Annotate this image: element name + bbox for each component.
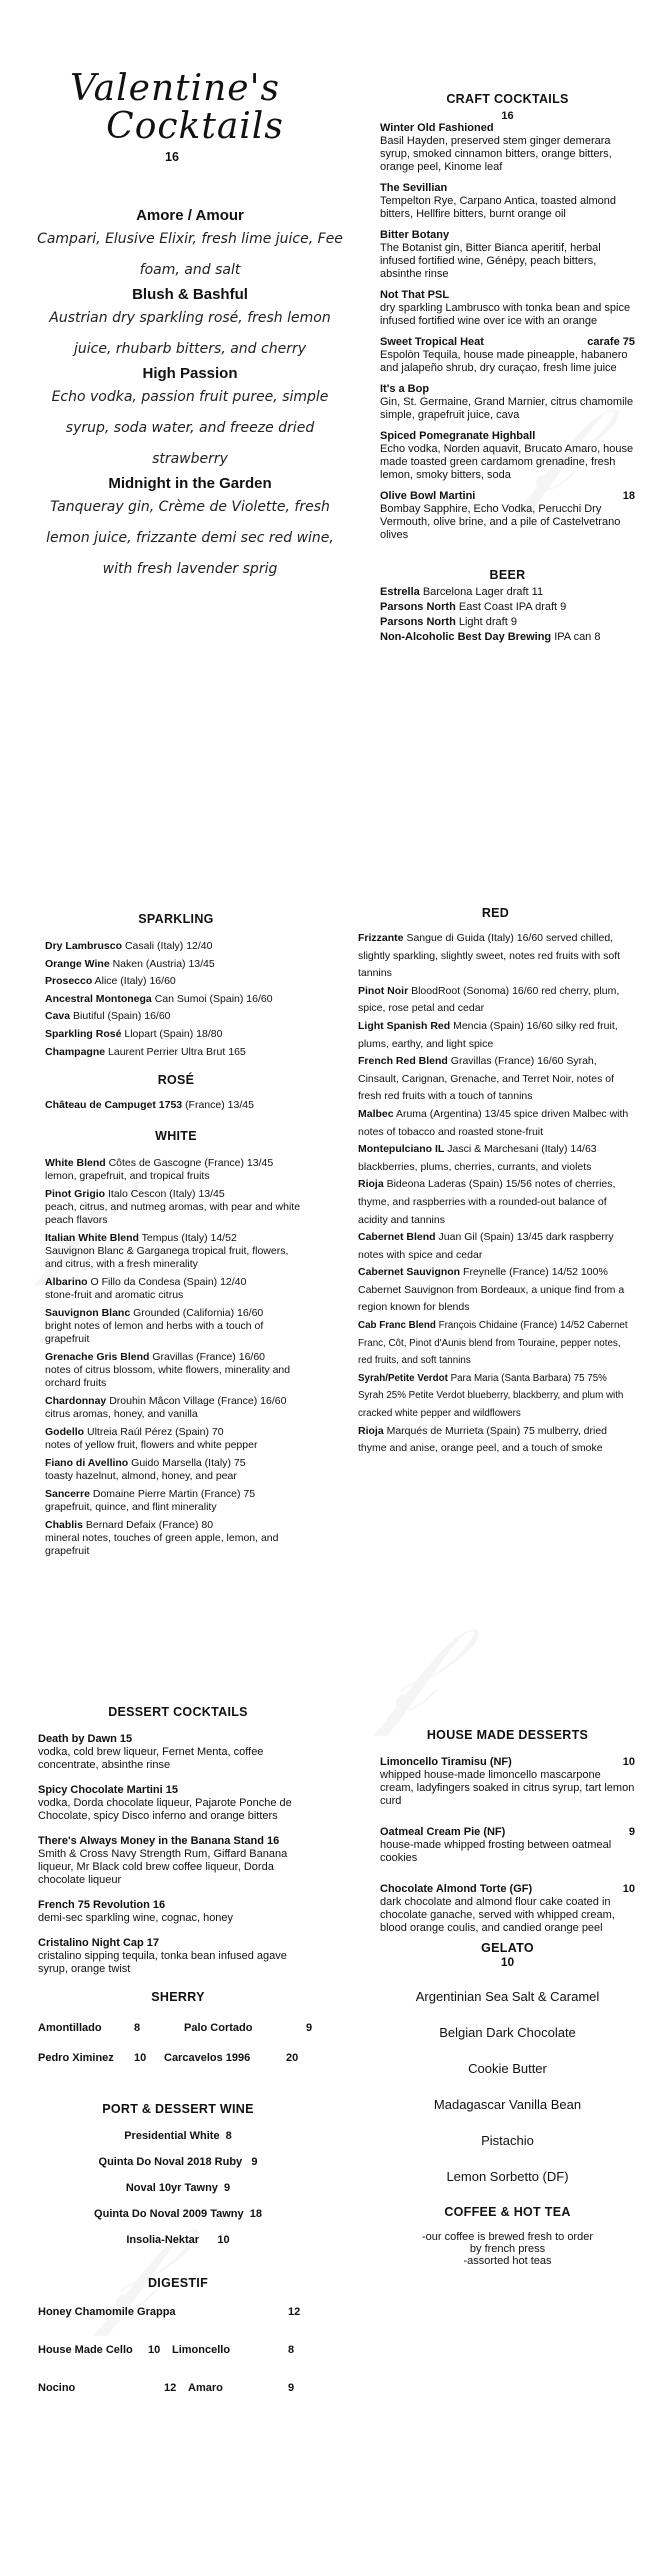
craft-cocktail-item	[380, 182, 635, 221]
wine-detail: Alice (Italy) 16/60	[94, 975, 176, 988]
digestif-row	[38, 2344, 318, 2356]
sherry-name: Palo Cortado	[184, 2022, 253, 2034]
valentine-cocktail	[35, 286, 345, 365]
craft-cocktail-name: Olive Bowl Martini	[380, 490, 476, 502]
craft-cocktail-item	[380, 289, 635, 328]
wine-name: Rioja	[358, 1178, 384, 1191]
wine-detail: Gravillas (France) 16/60	[450, 1055, 564, 1068]
beer-heading: BEER	[489, 568, 526, 582]
wine-item	[45, 1519, 307, 1558]
wine-item	[45, 1008, 307, 1026]
valentines-title	[5, 70, 345, 146]
craft-cocktail-name: Winter Old Fashioned	[380, 122, 494, 134]
wine-name: Albarino	[45, 1275, 88, 1288]
sherry-name: Pedro Ximinez	[38, 2052, 114, 2064]
port-item: Quinta Do Noval 2009 Tawny 18	[94, 2208, 262, 2220]
wine-item	[45, 956, 307, 974]
beer-name: Non-Alcoholic Best Day Brewing	[380, 631, 552, 643]
dessert-price: 10	[622, 1883, 635, 1895]
valentine-cocktail-desc: Echo vodka, passion fruit puree, simple syrup, soda water, and freeze dried strawberry	[51, 389, 329, 467]
dessert-item	[380, 1826, 635, 1865]
valentines-title-line2: Cocktails	[106, 106, 284, 147]
house-desserts-heading: HOUSE MADE DESSERTS	[426, 1728, 589, 1742]
digestif-row	[38, 2306, 318, 2318]
digestif-name: House Made Cello	[38, 2344, 133, 2356]
wine-detail: Laurent Perrier Ultra Brut 165	[108, 1045, 246, 1058]
wine-name: Montepulciano IL	[358, 1143, 445, 1156]
wine-item	[45, 1395, 307, 1421]
wine-item	[358, 1176, 633, 1229]
valentines-section	[35, 70, 345, 585]
dessert-cocktails-section	[38, 1705, 318, 2394]
wine-left-column	[45, 912, 307, 1563]
coffee-line: by french press	[469, 2243, 546, 2255]
wine-item	[358, 1229, 633, 1264]
wine-item	[358, 1423, 633, 1458]
craft-cocktail-name: Sweet Tropical Heat	[380, 336, 484, 348]
wine-detail: Guido Marsella (Italy) 75	[131, 1456, 246, 1469]
wine-desc: spice driven Malbec with notes of tobacco and roasted stone-fruit	[358, 1107, 629, 1138]
sherry-row	[38, 2022, 318, 2034]
wine-desc: Sauvignon Blanc & Garganega tropical fruit, flowers, and citrus, with a fresh minerality	[45, 1244, 289, 1270]
wine-desc: 100% Cabernet Sauvignon from Bordeaux, a unique find from a region known for blends	[358, 1266, 625, 1314]
craft-cocktails-heading: CRAFT COCKTAILS	[446, 92, 569, 106]
wine-item	[45, 1307, 307, 1346]
wine-detail: Gravillas (France) 16/60	[152, 1350, 265, 1363]
dessert-item	[380, 1883, 635, 1935]
wine-name: Grenache Gris Blend	[45, 1350, 150, 1363]
port-item: Quinta Do Noval 2018 Ruby 9	[98, 2156, 258, 2168]
craft-cocktail-name: It's a Bop	[380, 383, 430, 395]
wine-desc: 75% Syrah 25% Petite Verdot blueberry, blackberry, and plum with cracked white pepper and wildflowers	[358, 1372, 624, 1420]
coffee-heading: COFFEE & HOT TEA	[444, 2205, 571, 2219]
gelato-flavor: Argentinian Sea Salt & Caramel	[415, 1989, 600, 2004]
wine-detail: Can Sumoi (Spain) 16/60	[154, 992, 273, 1005]
sparkling-heading: SPARKLING	[138, 912, 214, 926]
wine-name: Chardonnay	[45, 1394, 107, 1407]
port-item: Noval 10yr Tawny 9	[125, 2182, 231, 2194]
wine-detail: Grounded (California) 16/60	[133, 1306, 264, 1319]
wine-item	[45, 973, 307, 991]
wine-item	[45, 1026, 307, 1044]
dessert-desc: house-made whipped frosting between oatmeal cookies	[380, 1839, 612, 1864]
dessert-cocktail-item	[38, 1835, 318, 1887]
sherry-price: 8	[134, 2022, 141, 2034]
wine-item	[45, 1351, 307, 1390]
craft-cocktail-price: 18	[622, 490, 635, 502]
craft-cocktail-item	[380, 229, 635, 281]
wine-item	[358, 1370, 633, 1423]
craft-cocktail-desc: Espolòn Tequila, house made pineapple, habanero and jalapeño shrub, dry curaçao, fresh lime juice	[380, 349, 628, 374]
dessert-cocktail-desc: vodka, Dorda chocolate liqueur, Pajarote Ponche de Chocolate, spicy Disco inferno and orange bitters	[38, 1797, 292, 1822]
sherry-price: 20	[286, 2052, 299, 2064]
wine-desc: bright notes of lemon and herbs with a touch of grapefruit	[45, 1319, 264, 1345]
craft-cocktail-desc: Bombay Sapphire, Echo Vodka, Perucchi Dry Vermouth, olive brine, and a pile of Castelvetrano olives	[380, 503, 621, 541]
wine-name: Cab Franc Blend	[358, 1320, 436, 1332]
wine-detail: Italo Cescon (Italy) 13/45	[108, 1187, 225, 1200]
white-heading: WHITE	[155, 1128, 197, 1143]
beer-item	[380, 601, 635, 614]
wine-name: Champagne	[45, 1045, 106, 1058]
dessert-cocktail-desc: cristalino sipping tequila, tonka bean infused agave syrup, orange twist	[38, 1950, 287, 1975]
beer-item	[380, 631, 635, 644]
valentine-cocktail	[35, 475, 345, 585]
beer-name: Parsons North	[380, 601, 456, 613]
wine-item	[45, 1044, 307, 1062]
sherry-name: Carcavelos 1996	[164, 2052, 251, 2064]
digestif-price: 12	[288, 2306, 301, 2318]
dessert-cocktail-desc: Smith & Cross Navy Strength Rum, Giffard Banana liqueur, Mr Black cold brew coffee liqueur, Dorda chocolate liqueur	[38, 1848, 288, 1886]
valentine-cocktail-desc: Campari, Elusive Elixir, fresh lime juice, Fee foam, and salt	[37, 231, 343, 278]
beer-desc: Light draft 9	[458, 616, 517, 628]
wine-detail: Biutiful (Spain) 16/60	[73, 1010, 171, 1023]
wine-item	[45, 1097, 307, 1115]
craft-cocktail-item	[380, 490, 635, 542]
digestif-name: Limoncello	[172, 2344, 231, 2356]
craft-cocktails-section	[380, 92, 635, 646]
beer-desc: East Coast IPA draft 9	[458, 601, 567, 613]
wine-desc: peach, citrus, and nutmeg aromas, with pear and white peach flavors	[45, 1200, 301, 1226]
sherry-row	[38, 2052, 318, 2064]
wine-name: Frizzante	[358, 932, 404, 944]
wine-detail: Sangue di Guida (Italy) 16/60	[406, 932, 544, 944]
digestif-price: 8	[288, 2344, 295, 2356]
wine-desc: red cherry, plum, spice, rose petal and cedar	[358, 984, 620, 1015]
wine-detail: Juan Gil (Spain) 13/45	[438, 1231, 544, 1244]
wine-detail: Bernard Defaix (France) 80	[85, 1518, 214, 1531]
wine-item	[358, 1018, 633, 1053]
wine-name: Château de Campuget 1753	[45, 1099, 183, 1112]
valentine-cocktail-name: Blush & Bashful	[132, 286, 248, 303]
wine-detail: Marqués de Murrieta (Spain) 75	[386, 1424, 535, 1437]
wine-detail: Para Maria (Santa Barbara) 75	[450, 1372, 585, 1384]
gelato-flavor: Madagascar Vanilla Bean	[433, 2097, 582, 2112]
craft-cocktail-desc: Echo vodka, Norden aquavit, Brucato Amaro, house made toasted green cardamom grenadine, fresh lemon, smoky bitters, soda	[380, 443, 634, 481]
digestif-name: Amaro	[188, 2382, 223, 2394]
wine-detail: François Chidaine (France) 14/52	[438, 1320, 585, 1332]
wine-item	[358, 983, 633, 1018]
decorative-watermark	[380, 1600, 434, 1740]
port-item: Insolia-Nektar 10	[126, 2234, 230, 2246]
valentine-cocktail	[35, 207, 345, 286]
wine-name: Chablis	[45, 1518, 83, 1531]
valentines-title-line1: Valentine's	[69, 68, 280, 109]
wine-name: Pinot Noir	[358, 984, 409, 997]
wine-name: Godello	[45, 1425, 85, 1438]
wine-name: Sparkling Rosé	[45, 1027, 122, 1040]
wine-detail: Côtes de Gascogne (France) 13/45	[108, 1156, 274, 1169]
sherry-price: 9	[306, 2022, 313, 2034]
wine-item	[45, 1276, 307, 1302]
digestif-name: Honey Chamomile Grappa	[38, 2306, 176, 2318]
wine-desc: Cabernet Franc, Côt, Pinot d'Aunis blend from Touraine, pepper notes, red fruits, and soft tannins	[358, 1320, 628, 1367]
wine-detail: Freynelle (France) 14/52	[463, 1266, 578, 1279]
wine-desc: stone-fruit and aromatic citrus	[45, 1288, 184, 1301]
wine-desc: notes of cherries, thyme, and raspberries with a rounded-out balance of acidity and tannins	[358, 1178, 616, 1226]
dessert-name: Limoncello Tiramisu (NF)	[380, 1756, 512, 1768]
port-heading: PORT & DESSERT WINE	[102, 2102, 254, 2116]
beer-item	[380, 616, 635, 629]
port-item: Presidential White 8	[124, 2130, 232, 2142]
wine-detail: Jasci & Marchesani (Italy) 14/63	[447, 1143, 597, 1156]
dessert-cocktail-item	[38, 1899, 318, 1925]
dessert-price: 9	[628, 1826, 635, 1838]
valentine-cocktail-desc: Austrian dry sparkling rosé, fresh lemon juice, rhubarb bitters, and cherry	[49, 310, 331, 357]
wine-desc: silky red fruit, plums, earthy, and light spice	[358, 1019, 618, 1050]
wine-item	[45, 991, 307, 1009]
valentines-list	[35, 207, 345, 585]
wine-detail: BloodRoot (Sonoma) 16/60	[411, 984, 539, 997]
house-desserts-section	[380, 1728, 635, 2267]
digestif-price: 10	[148, 2344, 161, 2356]
dessert-cocktail-desc: demi-sec sparkling wine, cognac, honey	[38, 1912, 234, 1924]
wine-desc: Syrah, Cinsault, Carignan, Grenache, and Terret Noir, notes of fresh red fruits with a touch of tannins	[358, 1055, 615, 1103]
dessert-cocktail-name: There's Always Money in the Banana Stand 16	[38, 1835, 280, 1847]
wine-name: White Blend	[45, 1156, 106, 1169]
wine-desc: citrus aromas, honey, and vanilla	[45, 1407, 198, 1420]
wine-detail: Tempus (Italy) 14/52	[141, 1231, 237, 1244]
dessert-cocktail-name: French 75 Revolution 16	[38, 1899, 166, 1911]
craft-cocktail-name: Spiced Pomegranate Highball	[380, 430, 536, 442]
wine-desc: lemon, grapefruit, and tropical fruits	[45, 1169, 210, 1182]
craft-cocktail-desc: dry sparkling Lambrusco with tonka bean and spice infused fortified wine over ice with an orange	[380, 302, 631, 327]
wine-item	[45, 1488, 307, 1514]
wine-item	[45, 1457, 307, 1483]
sherry-heading: SHERRY	[151, 1990, 205, 2004]
wine-item	[358, 1141, 633, 1176]
dessert-cocktail-item	[38, 1937, 318, 1976]
craft-cocktail-desc: The Botanist gin, Bitter Bianca aperitif, herbal infused fortified wine, Génépy, peach bitters, absinthe rinse	[380, 242, 601, 280]
red-wine-column	[358, 906, 633, 1458]
dessert-cocktail-item	[38, 1733, 318, 1772]
wine-detail: Ultreia Raúl Pérez (Spain) 70	[87, 1425, 224, 1438]
wine-name: Cabernet Sauvignon	[358, 1266, 461, 1279]
wine-desc: mulberry, dried thyme and anise, orange peel, and a touch of smoke	[358, 1424, 608, 1455]
dessert-cocktail-name: Death by Dawn 15	[38, 1733, 133, 1745]
beer-desc: IPA can 8	[554, 631, 601, 643]
craft-cocktail-item	[380, 430, 635, 482]
wine-name: Cava	[45, 1010, 71, 1023]
wine-name: Sauvignon Blanc	[45, 1306, 131, 1319]
wine-name: Sancerre	[45, 1487, 90, 1500]
beer-name: Estrella	[380, 586, 420, 598]
wine-name: Pinot Grigio	[45, 1187, 106, 1200]
valentines-price: 16	[165, 150, 179, 164]
digestif-price: 9	[288, 2382, 295, 2394]
wine-item	[358, 930, 633, 983]
beer-item	[380, 586, 635, 599]
wine-item	[45, 1188, 307, 1227]
craft-cocktail-name: Bitter Botany	[380, 229, 450, 241]
wine-item	[45, 1157, 307, 1183]
gelato-flavor: Cookie Butter	[468, 2061, 547, 2076]
dessert-cocktails-heading: DESSERT COCKTAILS	[108, 1705, 248, 1719]
dessert-item	[380, 1756, 635, 1808]
valentine-cocktail	[35, 365, 345, 475]
wine-desc: toasty hazelnut, almond, honey, and pear	[45, 1469, 237, 1482]
wine-detail: Domaine Pierre Martin (France) 75	[92, 1487, 256, 1500]
craft-cocktail-desc: Gin, St. Germaine, Grand Marnier, citrus chamomile simple, grapefruit juice, cava	[380, 396, 634, 421]
dessert-desc: whipped house-made limoncello mascarpone cream, ladyfingers soaked in citrus syrup, tart lemon curd	[380, 1769, 635, 1807]
wine-name: Italian White Blend	[45, 1231, 139, 1244]
wine-detail: Naken (Austria) 13/45	[112, 957, 215, 970]
wine-item	[358, 1106, 633, 1141]
wine-name: Syrah/Petite Verdot	[358, 1372, 448, 1384]
digestif-heading: DIGESTIF	[147, 2276, 209, 2290]
wine-detail: Bideona Laderas (Spain) 15/56	[386, 1178, 532, 1191]
wine-detail: Mencia (Spain) 16/60	[453, 1019, 553, 1032]
wine-desc: blackberries, plums, cherries, currants, and violets	[358, 1160, 592, 1173]
dessert-cocktail-item	[38, 1784, 318, 1823]
dessert-price: 10	[622, 1756, 635, 1768]
wine-detail: Casali (Italy) 12/40	[124, 940, 213, 952]
digestif-price: 12	[164, 2382, 177, 2394]
coffee-line: -our coffee is brewed fresh to order	[422, 2231, 593, 2243]
dessert-name: Oatmeal Cream Pie (NF)	[380, 1826, 506, 1838]
digestif-row	[38, 2382, 318, 2394]
valentine-cocktail-name: High Passion	[142, 365, 238, 382]
sherry-name: Amontillado	[38, 2022, 102, 2034]
gelato-flavor: Belgian Dark Chocolate	[439, 2025, 576, 2040]
dessert-cocktail-name: Spicy Chocolate Martini 15	[38, 1784, 178, 1796]
wine-item	[45, 938, 307, 956]
wine-desc: dark raspberry notes with spice and cedar	[358, 1231, 614, 1261]
craft-cocktail-desc: Tempelton Rye, Carpano Antica, toasted almond bitters, Hellfire bitters, burnt orange oil	[380, 195, 617, 220]
craft-cocktail-price: carafe 75	[587, 336, 635, 348]
craft-cocktail-desc: Basil Hayden, preserved stem ginger demerara syrup, smoked cinnamon bitters, orange bitters, orange peel, Kinome leaf	[380, 135, 612, 173]
wine-desc: notes of citrus blossom, white flowers, minerality and orchard fruits	[45, 1363, 291, 1389]
craft-cocktail-name: Not That PSL	[380, 289, 450, 301]
dessert-desc: dark chocolate and almond flour cake coated in chocolate ganache, served with whipped cream, blood orange coulis, and candied orange peel	[380, 1896, 615, 1934]
wine-name: Dry Lambrusco	[45, 940, 123, 952]
craft-cocktails-price: 16	[501, 110, 514, 122]
wine-item	[358, 1317, 633, 1370]
wine-desc: served chilled, slightly sparkling, slightly sweet, notes red fruits with soft tannins	[358, 932, 621, 980]
gelato-price: 10	[500, 1955, 515, 1969]
wine-desc: mineral notes, touches of green apple, lemon, and grapefruit	[45, 1531, 279, 1557]
wine-detail: O Fillo da Condesa (Spain) 12/40	[90, 1275, 247, 1288]
gelato-flavor: Lemon Sorbetto (DF)	[446, 2169, 569, 2184]
wine-item	[358, 1053, 633, 1106]
digestif-name: Nocino	[38, 2382, 76, 2394]
wine-name: Light Spanish Red	[358, 1019, 451, 1032]
wine-desc: notes of yellow fruit, flowers and white pepper	[45, 1438, 258, 1451]
red-heading: RED	[481, 906, 510, 920]
valentine-cocktail-name: Midnight in the Garden	[108, 475, 272, 492]
sherry-price: 10	[134, 2052, 147, 2064]
wine-detail: (France) 13/45	[185, 1099, 254, 1112]
dessert-cocktail-name: Cristalino Night Cap 17	[38, 1937, 160, 1949]
beer-name: Parsons North	[380, 616, 456, 628]
wine-name: Rioja	[358, 1424, 384, 1437]
wine-desc: grapefruit, quince, and flint minerality	[45, 1500, 217, 1513]
valentine-cocktail-desc: Tanqueray gin, Crème de Violette, fresh lemon juice, frizzante demi sec red wine, with fresh lavender sprig	[46, 499, 334, 577]
wine-name: French Red Blend	[358, 1055, 448, 1068]
wine-detail: Aruma (Argentina) 13/45	[395, 1107, 511, 1120]
wine-item	[45, 1426, 307, 1452]
craft-cocktail-item	[380, 122, 635, 174]
valentine-cocktail-name: Amore / Amour	[136, 207, 244, 224]
craft-cocktail-item	[380, 383, 635, 422]
dessert-cocktail-desc: vodka, cold brew liqueur, Fernet Menta, coffee concentrate, absinthe rinse	[38, 1746, 264, 1771]
craft-cocktail-name: The Sevillian	[380, 182, 448, 194]
wine-detail: Drouhin Mâcon Village (France) 16/60	[109, 1394, 287, 1407]
wine-detail: Llopart (Spain) 18/80	[124, 1027, 223, 1040]
dessert-name: Chocolate Almond Torte (GF)	[380, 1883, 533, 1895]
beer-desc: Barcelona Lager draft 11	[422, 586, 544, 598]
wine-name: Cabernet Blend	[358, 1231, 436, 1244]
wine-item	[45, 1232, 307, 1271]
rose-heading: ROSÉ	[157, 1073, 195, 1088]
wine-name: Fiano di Avellino	[45, 1456, 129, 1469]
wine-name: Orange Wine	[45, 957, 110, 970]
coffee-line: -assorted hot teas	[463, 2255, 552, 2267]
craft-cocktail-item	[380, 336, 635, 375]
wine-name: Malbec	[358, 1107, 394, 1120]
wine-name: Ancestral Montonega	[45, 992, 152, 1005]
wine-item	[358, 1264, 633, 1317]
wine-name: Prosecco	[45, 975, 93, 988]
gelato-heading: GELATO	[481, 1941, 534, 1955]
gelato-flavor: Pistachio	[481, 2133, 534, 2148]
